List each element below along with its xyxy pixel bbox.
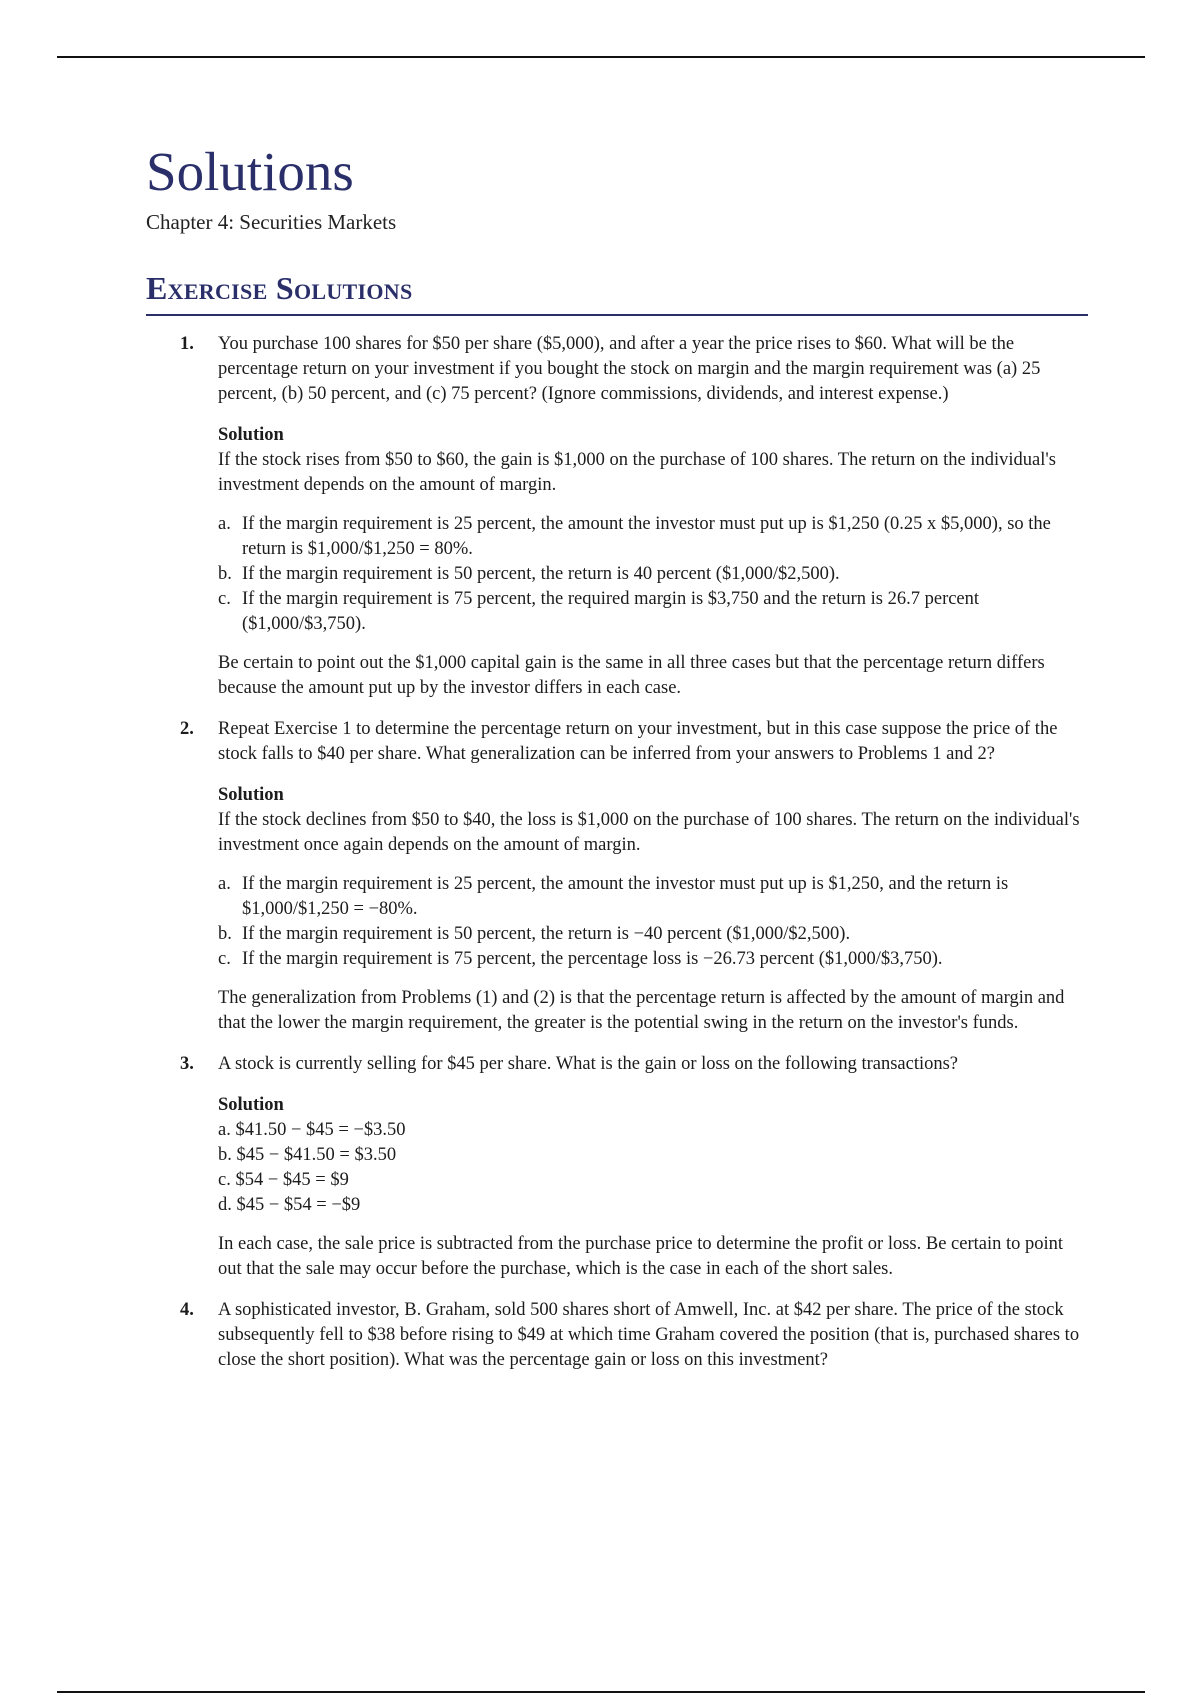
exercise-number: 4. [180, 1300, 194, 1320]
list-marker: b. [218, 564, 232, 584]
list-item [218, 947, 1088, 972]
solution-list [218, 872, 1088, 972]
list-marker: a. [218, 514, 231, 534]
page-title: Solutions [146, 141, 354, 202]
list-item [218, 562, 1088, 587]
exercise-number: 2. [180, 719, 194, 739]
calculation-line: d. $45 − $54 = −$9 [218, 1195, 361, 1215]
list-item-text: If the margin requirement is 25 percent, the amount the investor must put up is $1,250 (0.25 x $5,000), so the return is $1,000/$1,250 = 80%. [242, 514, 1051, 559]
exercise-list [146, 332, 1088, 1373]
exercise-4 [146, 1298, 1088, 1373]
exercise-question: A stock is currently selling for $45 per share. What is the gain or loss on the following transactions? [218, 1054, 959, 1074]
exercise-question: Repeat Exercise 1 to determine the percentage return on your investment, but in this case suppose the price of the stock falls to $40 per share. What generalization can be inferred from your answers to Problems 1 and 2? [218, 719, 1058, 764]
exercise-question: You purchase 100 shares for $50 per share ($5,000), and after a year the price rises to $60. What will be the percentage return on your investment if you bought the stock on margin and the margin requirement was (a) 25 percent, (b) 50 percent, and (c) 75 percent? (Ignore commissions, dividends, and interest expense.) [218, 334, 1041, 404]
list-item [218, 587, 1088, 637]
section-heading: Exercise Solutions [146, 268, 1088, 316]
footer-rule [57, 1691, 1145, 1693]
list-item [218, 872, 1088, 922]
list-marker: c. [218, 949, 231, 969]
list-item-text: If the margin requirement is 50 percent, the return is −40 percent ($1,000/$2,500). [242, 924, 851, 944]
solution-heading: Solution [218, 425, 284, 445]
list-item [218, 512, 1088, 562]
list-item-text: If the margin requirement is 50 percent, the return is 40 percent ($1,000/$2,500). [242, 564, 840, 584]
exercise-number: 1. [180, 334, 194, 354]
list-marker: a. [218, 874, 231, 894]
list-item-text: If the margin requirement is 25 percent, the amount the investor must put up is $1,250, and the return is $1,000/$1,250 = −80%. [242, 874, 1009, 919]
solution-intro: If the stock rises from $50 to $60, the gain is $1,000 on the purchase of 100 shares. The return on the individual's investment depends on the amount of margin. [218, 450, 1056, 495]
solution-list [218, 512, 1088, 637]
chapter-subtitle: Chapter 4: Securities Markets [146, 210, 397, 234]
list-item-text: If the margin requirement is 75 percent, the percentage loss is −26.73 percent ($1,000/$3,750). [242, 949, 943, 969]
calculation-line: b. $45 − $41.50 = $3.50 [218, 1145, 397, 1165]
exercise-2 [146, 717, 1088, 1036]
solution-heading: Solution [218, 1095, 284, 1115]
solution-heading: Solution [218, 785, 284, 805]
exercise-number: 3. [180, 1054, 194, 1074]
list-item-text: If the margin requirement is 75 percent, the required margin is $3,750 and the return is 26.7 percent ($1,000/$3,750). [242, 589, 980, 634]
exercise-3 [146, 1052, 1088, 1282]
header-rule [57, 56, 1145, 58]
list-marker: b. [218, 924, 232, 944]
list-marker: c. [218, 589, 231, 609]
list-item [218, 922, 1088, 947]
exercise-1 [146, 332, 1088, 701]
solution-conclusion: In each case, the sale price is subtracted from the purchase price to determine the profit or loss. Be certain to point out that the sale may occur before the purchase, which is the case in each of the short sales. [218, 1234, 1064, 1279]
calculation-line: a. $41.50 − $45 = −$3.50 [218, 1120, 406, 1140]
solution-intro: If the stock declines from $50 to $40, the loss is $1,000 on the purchase of 100 shares. The return on the individual's investment once again depends on the amount of margin. [218, 810, 1080, 855]
document-body [146, 140, 1088, 1389]
solution-conclusion: Be certain to point out the $1,000 capital gain is the same in all three cases but that the percentage return differs because the amount put up by the investor differs in each case. [218, 653, 1045, 698]
solution-conclusion: The generalization from Problems (1) and (2) is that the percentage return is affected by the amount of margin and that the lower the margin requirement, the greater is the potential swing in the return on the investor's funds. [218, 988, 1065, 1033]
calculation-line: c. $54 − $45 = $9 [218, 1170, 349, 1190]
exercise-question: A sophisticated investor, B. Graham, sold 500 shares short of Amwell, Inc. at $42 per share. The price of the stock subsequently fell to $38 before rising to $49 at which time Graham covered the position (that is, purchased shares to close the short position). What was the percentage gain or loss on this investment? [218, 1300, 1080, 1370]
